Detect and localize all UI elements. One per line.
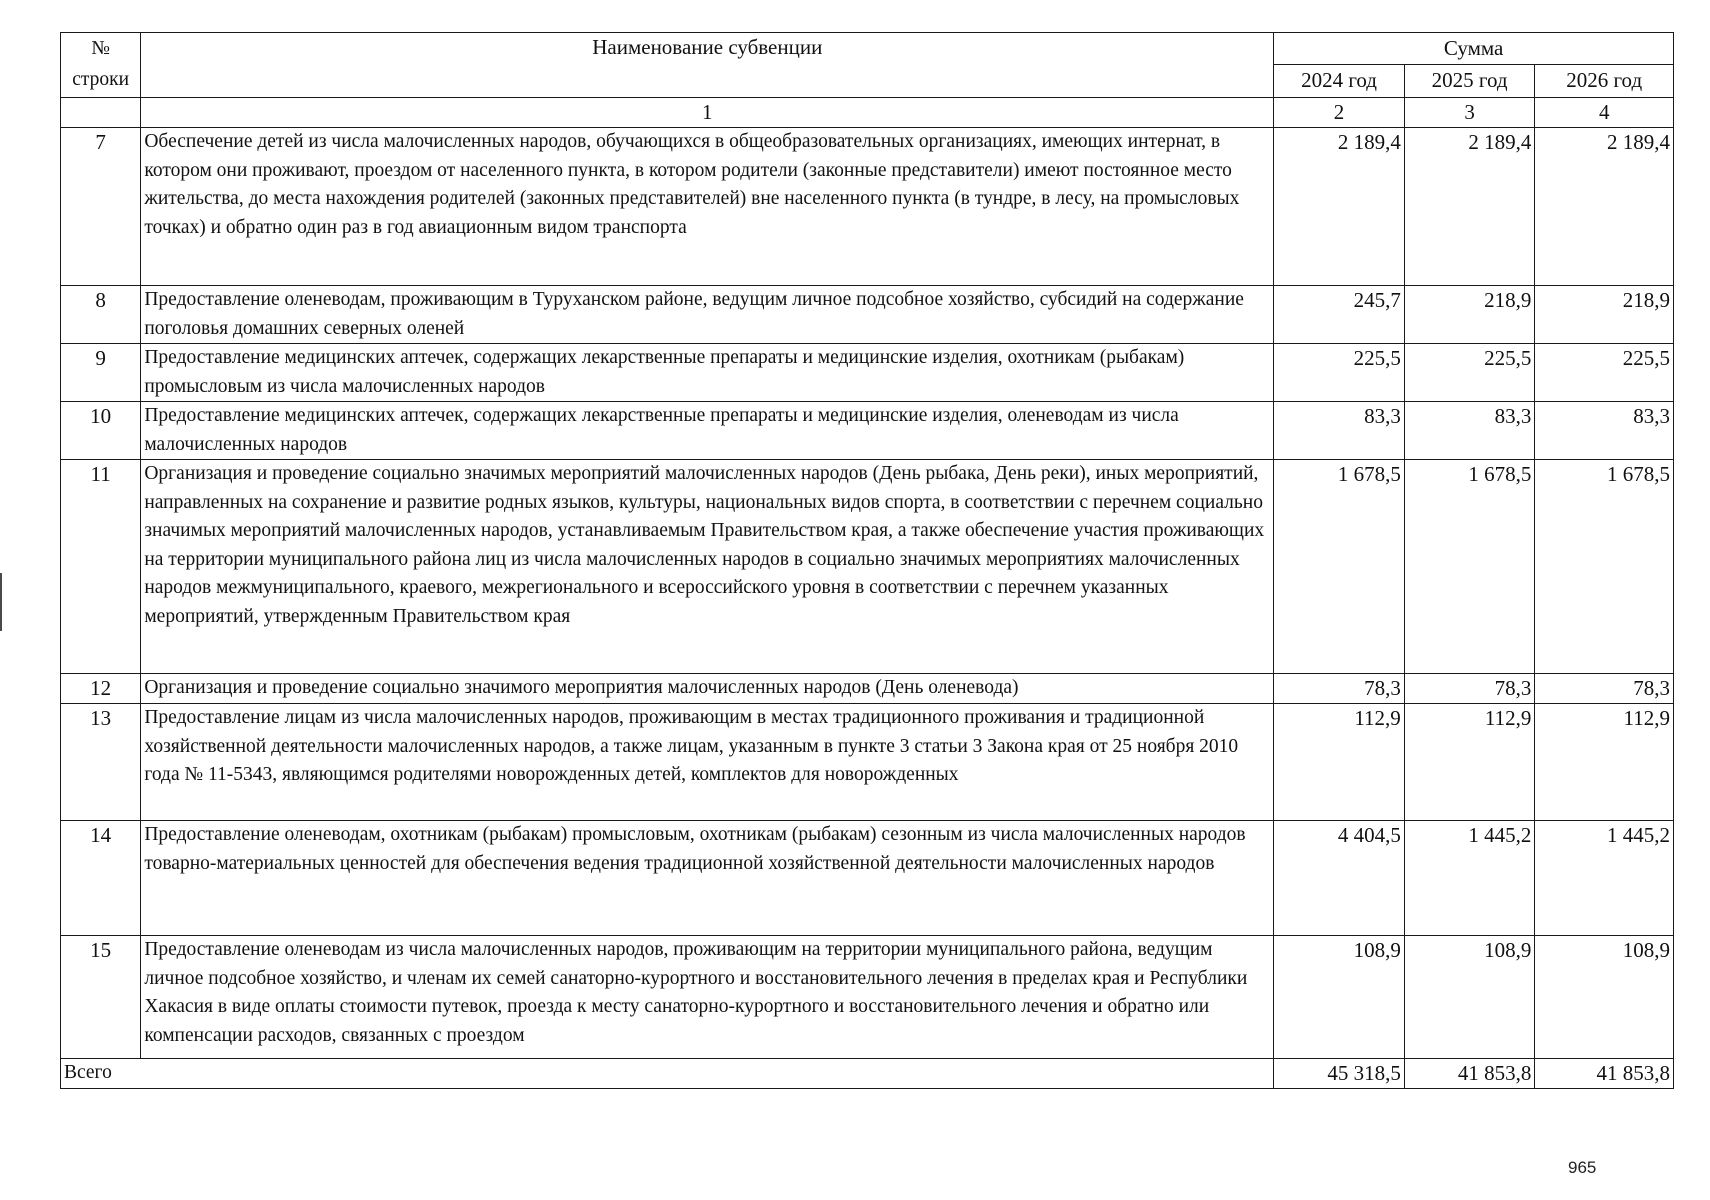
- amount-2024: 2 189,4: [1274, 128, 1405, 286]
- amount-2024: 4 404,5: [1274, 821, 1405, 936]
- row-number: 15: [61, 936, 141, 1059]
- amount-2024: 83,3: [1274, 402, 1405, 460]
- total-row: [61, 1059, 1674, 1089]
- row-number: 7: [61, 128, 141, 286]
- total-2025: 41 853,8: [1404, 1059, 1535, 1089]
- amount-2026: 83,3: [1535, 402, 1674, 460]
- amount-2026: 218,9: [1535, 286, 1674, 344]
- subvention-name: Организация и проведение социально значимого мероприятия малочисленных народов (День оленевода): [141, 674, 1274, 704]
- row-number: 11: [61, 460, 141, 674]
- column-index-1: 1: [141, 98, 1274, 128]
- row-number: 12: [61, 674, 141, 704]
- table-row: [61, 936, 1674, 1059]
- amount-2025: 108,9: [1404, 936, 1535, 1059]
- row-number: 10: [61, 402, 141, 460]
- table-row: [61, 704, 1674, 821]
- subvention-name: Предоставление оленеводам, охотникам (рыбакам) промысловым, охотникам (рыбакам) сезонным из числа малочисленных народов товарно-материальных ценностей для обеспечения ведения традиционной хозяйственной деятельности малочисленных народов: [141, 821, 1274, 936]
- column-index-3: 3: [1404, 98, 1535, 128]
- total-label: Всего: [61, 1059, 1274, 1089]
- page-number: 965: [1568, 1158, 1597, 1177]
- row-number: 9: [61, 344, 141, 402]
- subvention-name: Предоставление лицам из числа малочисленных народов, проживающим в местах традиционного проживания и традиционной хозяйственной деятельности малочисленных народов, а также лицам, указанным в пункте 3 статьи 3 Закона края от 25 ноября 2010 года № 11-5343, являющимся родителями новорожденных детей, комплектов для новорожденных: [141, 704, 1274, 821]
- header-year-2024: 2024 год: [1274, 65, 1405, 98]
- amount-2026: 2 189,4: [1535, 128, 1674, 286]
- subvention-table: [60, 32, 1674, 1089]
- table-row: [61, 128, 1674, 286]
- amount-2025: 112,9: [1404, 704, 1535, 821]
- header-sum: Сумма: [1274, 33, 1674, 65]
- amount-2024: 112,9: [1274, 704, 1405, 821]
- header-subvention-name: Наименование субвенции: [141, 33, 1274, 98]
- subvention-name: Предоставление медицинских аптечек, содержащих лекарственные препараты и медицинские изделия, охотникам (рыбакам) промысловым из числа малочисленных народов: [141, 344, 1274, 402]
- column-index-empty: [61, 98, 141, 128]
- column-index-row: [61, 98, 1674, 128]
- header-row-1: [61, 33, 1674, 65]
- amount-2026: 225,5: [1535, 344, 1674, 402]
- header-number-sign: №: [91, 38, 110, 59]
- column-index-4: 4: [1535, 98, 1674, 128]
- subvention-name: Организация и проведение социально значимых мероприятий малочисленных народов (День рыбака, День реки), иных мероприятий, направленных на сохранение и развитие родных языков, культуры, национальных видов спорта, в соответствии с перечнем социально значимых мероприятий малочисленных народов, устанавливаемым Правительством края, а также обеспечение участия проживающих на территории муниципального района лиц из числа малочисленных народов в социально значимых мероприятиях малочисленных народов межмуниципального, краевого, межрегионального и всероссийского уровня в соответствии с перечнем указанных мероприятий, утвержденным Правительством края: [141, 460, 1274, 674]
- amount-2024: 1 678,5: [1274, 460, 1405, 674]
- total-2026: 41 853,8: [1535, 1059, 1674, 1089]
- scan-edge-mark: [0, 573, 2, 631]
- table-row: [61, 460, 1674, 674]
- row-number: 13: [61, 704, 141, 821]
- amount-2026: 1 445,2: [1535, 821, 1674, 936]
- table-row: [61, 821, 1674, 936]
- amount-2025: 1 678,5: [1404, 460, 1535, 674]
- amount-2024: 78,3: [1274, 674, 1405, 704]
- amount-2025: 2 189,4: [1404, 128, 1535, 286]
- header-year-2026: 2026 год: [1535, 65, 1674, 98]
- table-row: [61, 286, 1674, 344]
- amount-2026: 108,9: [1535, 936, 1674, 1059]
- subvention-name: Предоставление медицинских аптечек, содержащих лекарственные препараты и медицинские изделия, оленеводам из числа малочисленных народов: [141, 402, 1274, 460]
- amount-2024: 225,5: [1274, 344, 1405, 402]
- amount-2026: 1 678,5: [1535, 460, 1674, 674]
- subvention-name: Предоставление оленеводам из числа малочисленных народов, проживающим на территории муниципального района, ведущим личное подсобное хозяйство, и членам их семей санаторно-курортного и восстановительного лечения в пределах края и Республики Хакасия в виде оплаты стоимости путевок, проезда к месту санаторно-курортного и восстановительного лечения и обратно или компенсации расходов, связанных с проездом: [141, 936, 1274, 1059]
- amount-2025: 225,5: [1404, 344, 1535, 402]
- total-2024: 45 318,5: [1274, 1059, 1405, 1089]
- table-row: [61, 674, 1674, 704]
- amount-2026: 78,3: [1535, 674, 1674, 704]
- amount-2024: 245,7: [1274, 286, 1405, 344]
- column-index-2: 2: [1274, 98, 1405, 128]
- amount-2025: 1 445,2: [1404, 821, 1535, 936]
- amount-2025: 78,3: [1404, 674, 1535, 704]
- amount-2025: 218,9: [1404, 286, 1535, 344]
- amount-2025: 83,3: [1404, 402, 1535, 460]
- row-number: 14: [61, 821, 141, 936]
- subvention-name: Обеспечение детей из числа малочисленных народов, обучающихся в общеобразовательных организациях, имеющих интернат, в котором они проживают, проездом от населенного пункта, в котором родители (законные представители) имеют постоянное место жительства, до места нахождения родителей (законных представителей) вне населенного пункта (в тундре, в лесу, на промысловых точках) и обратно один раз в год авиационным видом транспорта: [141, 128, 1274, 286]
- row-number: 8: [61, 286, 141, 344]
- header-year-2025: 2025 год: [1404, 65, 1535, 98]
- table-row: [61, 344, 1674, 402]
- amount-2026: 112,9: [1535, 704, 1674, 821]
- amount-2024: 108,9: [1274, 936, 1405, 1059]
- header-row-label: строки: [72, 69, 130, 90]
- table-row: [61, 402, 1674, 460]
- subvention-table-sheet: [60, 32, 1674, 1089]
- subvention-name: Предоставление оленеводам, проживающим в Туруханском районе, ведущим личное подсобное хозяйство, субсидий на содержание поголовья домашних северных оленей: [141, 286, 1274, 344]
- header-row-number-cell: [61, 33, 141, 98]
